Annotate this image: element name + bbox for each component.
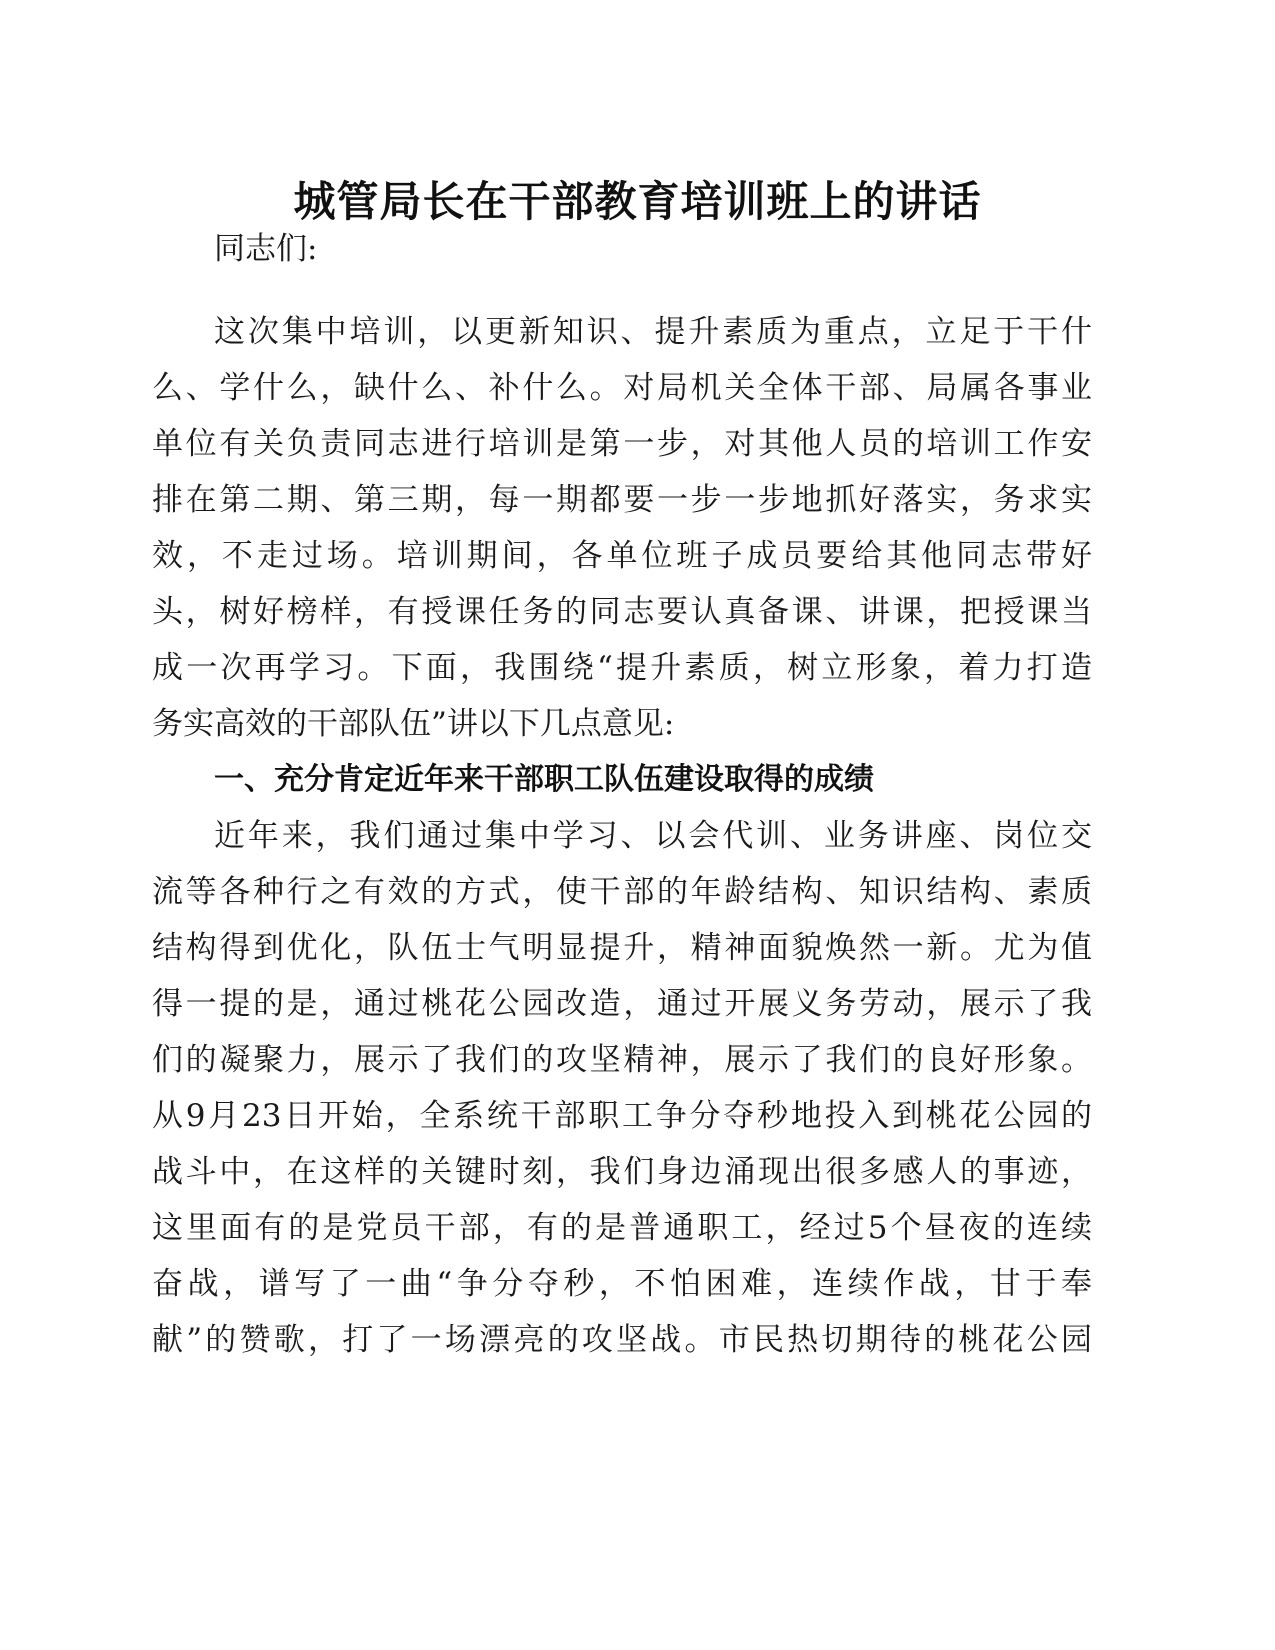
paragraph-1-line: 效，不走过场。培训期间，各单位班子成员要给其他同志带好: [152, 538, 1092, 574]
paragraph-2-line: 流等各种行之有效的方式，使干部的年龄结构、知识结构、素质: [152, 874, 1092, 910]
paragraph-1-line: 单位有关负责同志进行培训是第一步，对其他人员的培训工作安: [152, 426, 1092, 462]
salutation: 同志们:: [214, 231, 318, 267]
paragraph-2-line: 结构得到优化，队伍士气明显提升，精神面貌焕然一新。尤为值: [152, 930, 1092, 966]
paragraph-2-line: 这里面有的是党员干部，有的是普通职工，经过5个昼夜的连续: [152, 1210, 1092, 1246]
paragraph-2-line: 得一提的是，通过桃花公园改造，通过开展义务劳动，展示了我: [152, 986, 1092, 1022]
paragraph-2-line: 献”的赞歌，打了一场漂亮的攻坚战。市民热切期待的桃花公园: [152, 1322, 1092, 1358]
paragraph-2-line: 们的凝聚力，展示了我们的攻坚精神，展示了我们的良好形象。: [152, 1042, 1092, 1078]
document-title: 城管局长在干部教育培训班上的讲话: [293, 177, 982, 226]
paragraph-1-line: 头，树好榜样，有授课任务的同志要认真备课、讲课，把授课当: [152, 594, 1092, 630]
paragraph-2-line: 奋战，谱写了一曲“争分夺秒，不怕困难，连续作战，甘于奉: [152, 1266, 1092, 1302]
paragraph-1-line: 这次集中培训，以更新知识、提升素质为重点，立足于干什: [214, 314, 1092, 350]
paragraph-1-line: 成一次再学习。下面，我围绕“提升素质，树立形象，着力打造: [152, 650, 1092, 686]
paragraph-2-line: 从9月23日开始，全系统干部职工争分夺秒地投入到桃花公园的: [152, 1098, 1092, 1134]
section-heading: 一、充分肯定近年来干部职工队伍建设取得的成绩: [214, 762, 874, 797]
paragraph-1-line: 务实高效的干部队伍”讲以下几点意见:: [152, 706, 675, 742]
paragraph-1-line: 排在第二期、第三期，每一期都要一步一步地抓好落实，务求实: [152, 482, 1092, 518]
paragraph-2-line: 战斗中，在这样的关键时刻，我们身边涌现出很多感人的事迹，: [152, 1154, 1092, 1190]
paragraph-2-line: 近年来，我们通过集中学习、以会代训、业务讲座、岗位交: [214, 818, 1092, 854]
paragraph-1-line: 么、学什么，缺什么、补什么。对局机关全体干部、局属各事业: [152, 370, 1092, 406]
